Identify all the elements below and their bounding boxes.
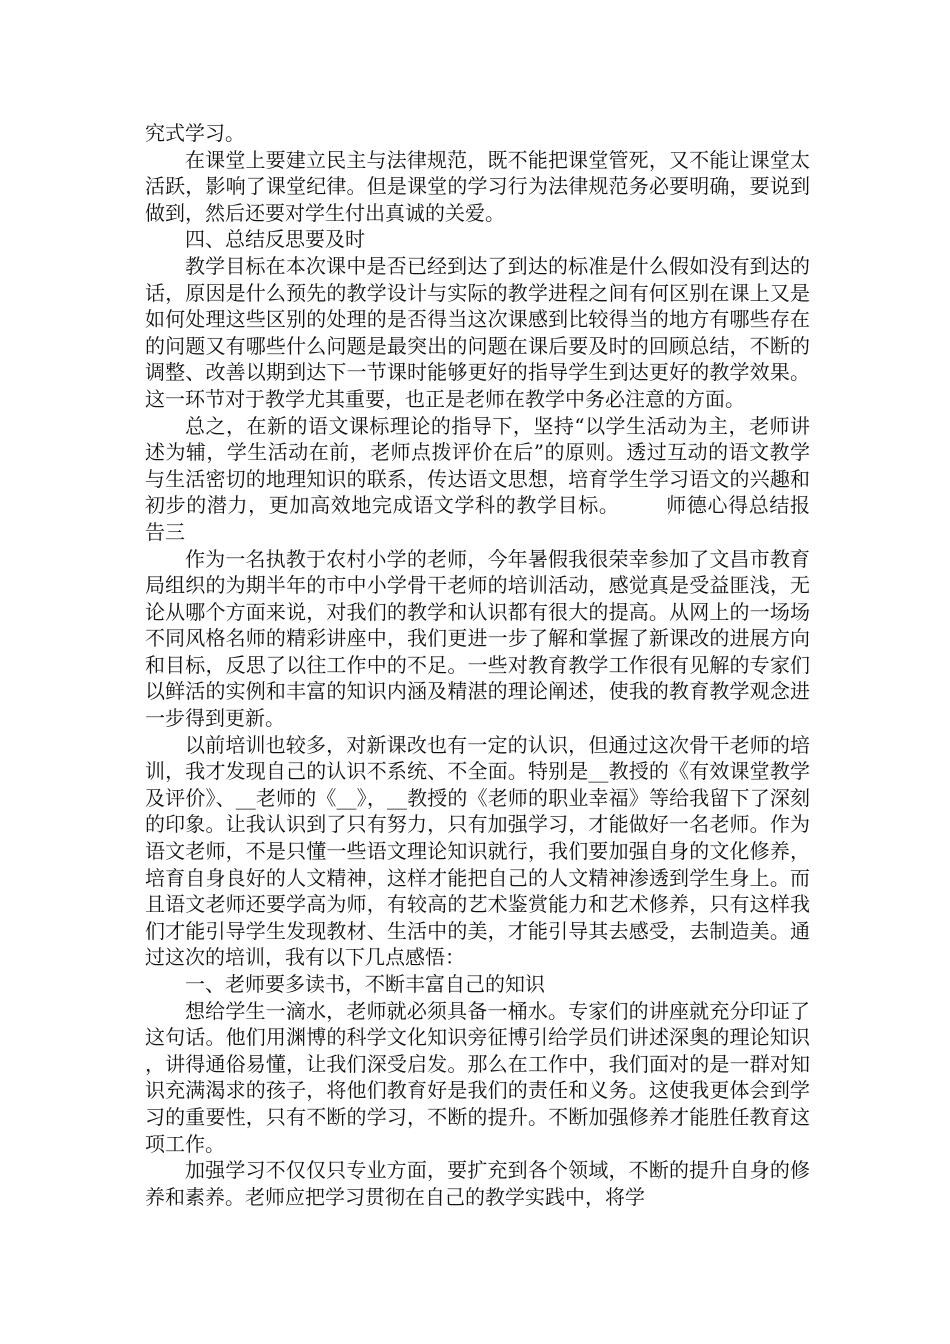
- section-heading: 一、老师要多读书，不断丰富自己的知识: [185, 972, 545, 996]
- paragraph: 究式学习。: [145, 121, 245, 145]
- paragraph-text: 总之，在新的语文课标理论的指导下，坚持“以学生活动为主，老师讲述为辅，学生活动在前，老师点拨评价在后”的原则。透过互动的语文教学与生活密切的地理知识的联系，传达语文思想，培育学生学习语文的兴趣和初步的潜力，更加高效地完成语文学科的教学目标。: [145, 413, 810, 518]
- paragraph: 加强学习不仅仅只专业方面，要扩充到各个领域，不断的提升自身的修养和素养。老师应把学习贯彻在自己的教学实践中，将学: [145, 1158, 810, 1209]
- document-body: [145, 120, 810, 1210]
- paragraph: 以前培训也较多，对新课改也有一定的认识，但通过这次骨干老师的培训，我才发现自己的认识不系统、不全面。特别是__教授的《有效课堂教学及评价》、__老师的《__》，__教授的《老师的职业幸福》等给我留下了深刻的印象。让我认识到了只有努力，只有加强学习，才能做好一名老师。作为语文老师，不是只懂一些语文理论知识就行，我们要加强自身的文化修养，培育自身良好的人文精神，这样才能把自己的人文精神渗透到学生身上。而且语文老师还要学高为师，有较高的艺术鉴赏能力和艺术修养，只有这样我们才能引导学生发现教材、生活中的美，才能引导其去感受，去制造美。通过这次的培训，我有以下几点感悟：: [145, 732, 810, 970]
- paragraph: 在课堂上要建立民主与法律规范，既不能把课堂管死，又不能让课堂太活跃，影响了课堂纪律。但是课堂的学习行为法律规范务必要明确，要说到做到，然后还要对学生付出真诚的关爱。: [145, 147, 810, 225]
- report-title: 师德心得总结报告三: [145, 493, 811, 544]
- paragraph: 教学目标在本次课中是否已经到达了到达的标准是什么假如没有到达的话，原因是什么预先的教学设计与实际的教学进程之间有何区别在课上又是如何处理这些区别的处理的是否得当这次课感到比较得当的地方有哪些存在的问题又有哪些什么问题是最突出的问题在课后要及时的回顾总结，不断的调整、改善以期到达下一节课时能够更好的指导学生到达更好的教学效果。这一环节对于教学尤其重要，也正是老师在教学中务必注意的方面。: [145, 253, 810, 411]
- paragraph: [145, 413, 810, 546]
- paragraph: 想给学生一滴水，老师就必须具备一桶水。专家们的讲座就充分印证了这句话。他们用渊博的科学文化知识旁征博引给学员们讲述深奥的理论知识，讲得通俗易懂，让我们深受启发。那么在工作中，我们面对的是一群对知识充满渴求的孩子，将他们教育好是我们的责任和义务。这使我更体会到学习的重要性，只有不断的学习，不断的提升。不断加强修养才能胜任教育这项工作。: [145, 998, 810, 1156]
- paragraph: 作为一名执教于农村小学的老师，今年暑假我很荣幸参加了文昌市教育局组织的为期半年的市中小学骨干老师的培训活动，感觉真是受益匪浅，无论从哪个方面来说，对我们的教学和认识都有很大的提高。从网上的一场场不同风格名师的精彩讲座中，我们更进一步了解和掌握了新课改的进展方向和目标，反思了以往工作中的不足。一些对教育教学工作很有见解的专家们以鲜活的实例和丰富的知识内涵及精湛的理论阐述，使我的教育教学观念进一步得到更新。: [145, 546, 810, 731]
- section-heading: 四、总结反思要及时: [185, 227, 365, 252]
